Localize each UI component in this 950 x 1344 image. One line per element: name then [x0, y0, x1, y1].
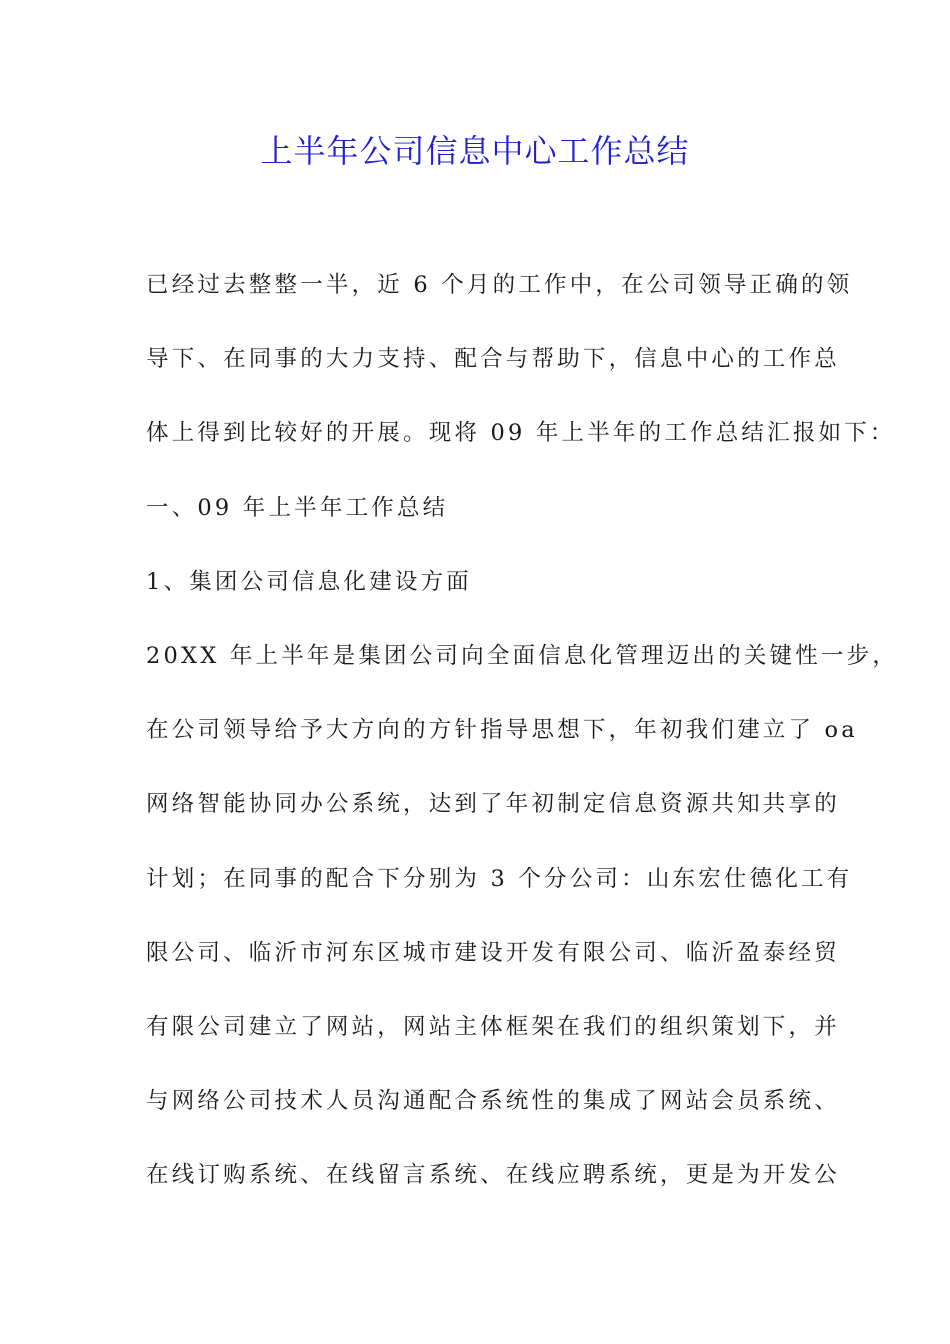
- body-line: 在公司领导给予大方向的方针指导思想下，年初我们建立了 oa: [146, 717, 858, 744]
- body-line: 导下、在同事的大力支持、配合与帮助下，信息中心的工作总: [146, 346, 840, 373]
- document-body: [146, 265, 899, 1229]
- body-line: 有限公司建立了网站，网站主体框架在我们的组织策划下，并: [146, 1013, 840, 1040]
- body-line: 已经过去整整一半，近 6 个月的工作中，在公司领导正确的领: [146, 272, 853, 298]
- body-line: 限公司、临沂市河东区城市建设开发有限公司、临沂盈泰经贸: [146, 939, 840, 966]
- body-line: 计划；在同事的配合下分别为 3 个分公司：山东宏仕德化工有: [146, 865, 853, 892]
- body-line: 与网络公司技术人员沟通配合系统性的集成了网站会员系统、: [146, 1088, 840, 1115]
- section-heading: 一、09 年上半年工作总结: [146, 494, 449, 521]
- subsection-heading: 1、集团公司信息化建设方面: [146, 568, 472, 595]
- body-line: 网络智能协同办公系统，达到了年初制定信息资源共知共享的: [146, 791, 840, 818]
- document-title: 上半年公司信息中心工作总结: [260, 132, 690, 170]
- body-line: 在线订购系统、在线留言系统、在线应聘系统，更是为开发公: [146, 1162, 840, 1189]
- body-line: 体上得到比较好的开展。现将 09 年上半年的工作总结汇报如下：: [146, 420, 896, 447]
- body-line: 20XX 年上半年是集团公司向全面信息化管理迈出的关键性一步，: [146, 642, 899, 669]
